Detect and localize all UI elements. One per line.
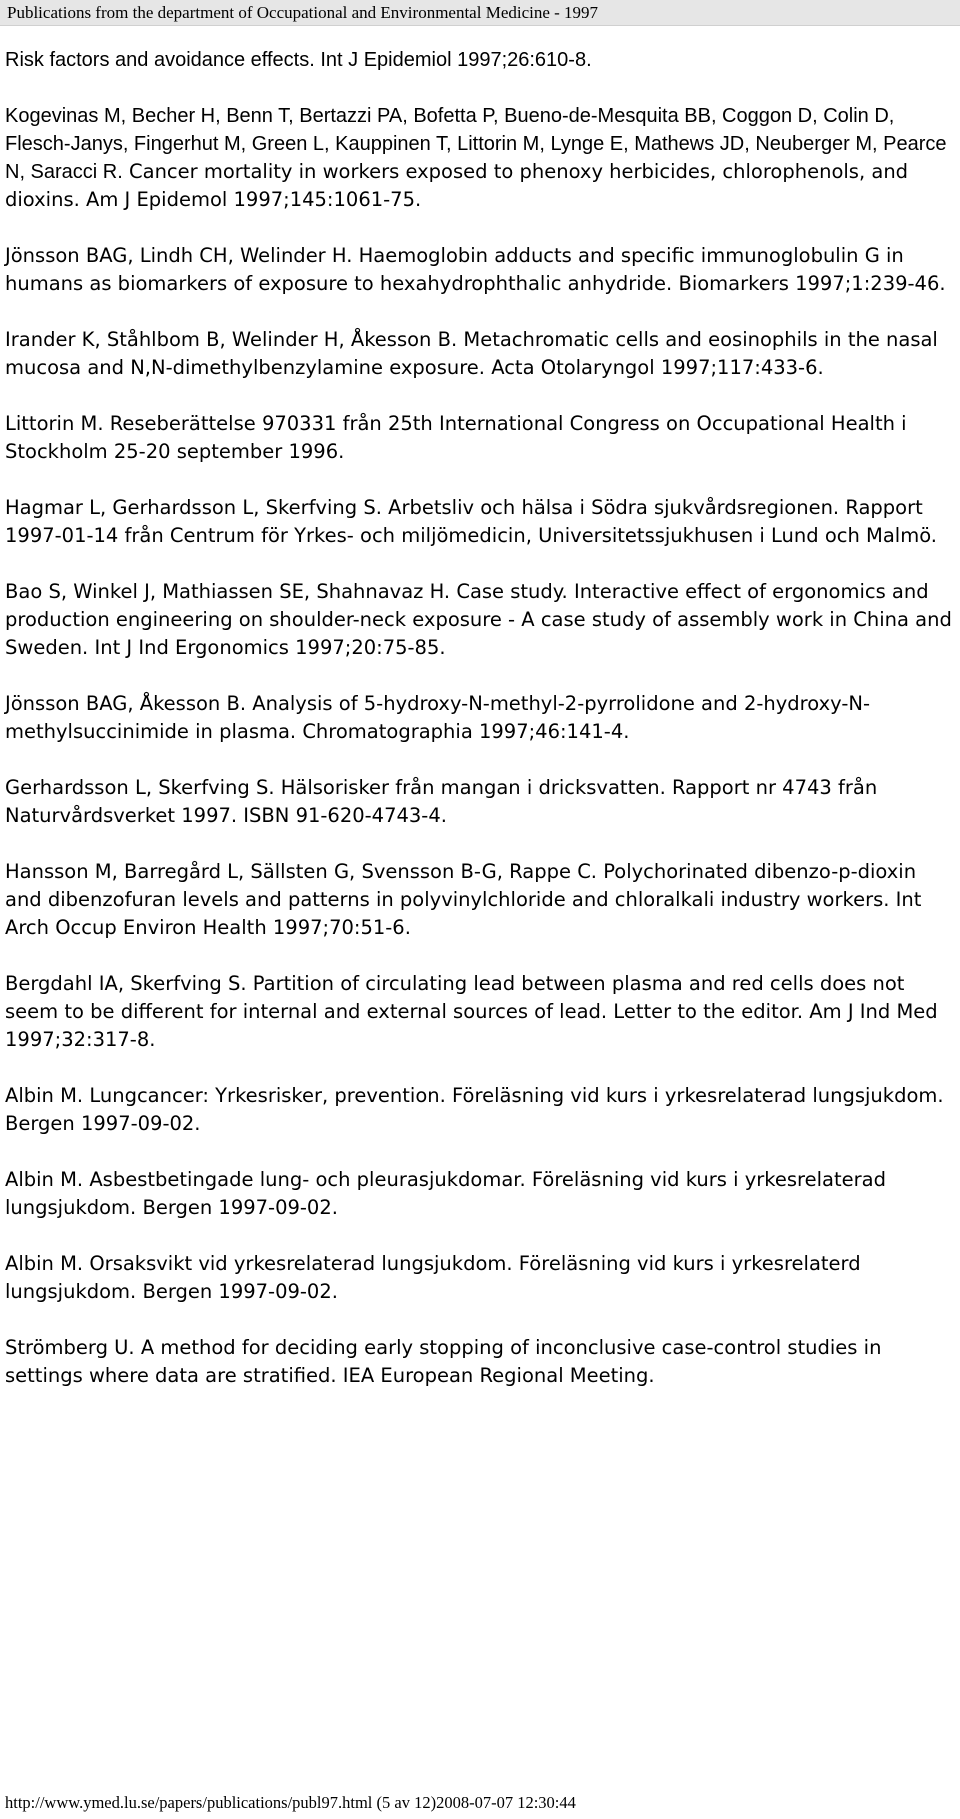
reference-item	[5, 578, 953, 662]
reference-text: Albin M. Asbestbetingade lung- och pleurasjukdomar. Föreläsning vid kurs i yrkesrelaterad lungsjukdom. Bergen 1997-09-02.	[5, 1168, 886, 1219]
reference-item	[5, 102, 953, 214]
page-footer	[5, 1793, 576, 1813]
reference-text: Strömberg U. A method for deciding early stopping of inconclusive case-control studies in settings where data are stratified. IEA European Regional Meeting.	[5, 1336, 882, 1387]
reference-text: Jönsson BAG, Åkesson B. Analysis of 5-hydroxy-N-methyl-2-pyrrolidone and 2-hydroxy-N-methylsuccinimide in plasma. Chromatographia 1997;46:141-4.	[5, 692, 870, 743]
reference-text: Littorin M. Reseberättelse 970331 från 25th International Congress on Occupational Health i Stockholm 25-20 september 1996.	[5, 412, 907, 463]
reference-text: Irander K, Ståhlbom B, Welinder H, Åkesson B. Metachromatic cells and eosinophils in the nasal mucosa and N,N-dimethylbenzylamine exposure. Acta Otolaryngol 1997;117:433-6.	[5, 328, 938, 379]
reference-text: Bergdahl IA, Skerfving S. Partition of circulating lead between plasma and red cells does not seem to be different for internal and external sources of lead. Letter to the editor. Am J Ind Med 1997;32:317-8.	[5, 972, 938, 1051]
reference-text: Risk factors and avoidance effects. Int J Epidemiol 1997;26:610-8.	[5, 49, 592, 71]
reference-item	[5, 970, 953, 1054]
reference-text: Albin M. Orsaksvikt vid yrkesrelaterad lungsjukdom. Föreläsning vid kurs i yrkesrelaterd lungsjukdom. Bergen 1997-09-02.	[5, 1252, 861, 1303]
reference-item	[5, 326, 953, 382]
reference-item	[5, 1082, 953, 1138]
reference-text: Albin M. Lungcancer: Yrkesrisker, prevention. Föreläsning vid kurs i yrkesrelaterad lungsjukdom. Bergen 1997-09-02.	[5, 1084, 944, 1135]
reference-item	[5, 494, 953, 550]
reference-list	[5, 46, 953, 1418]
reference-item	[5, 46, 953, 74]
reference-item	[5, 242, 953, 298]
reference-text: Hansson M, Barregård L, Sällsten G, Svensson B-G, Rappe C. Polychorinated dibenzo-p-dioxin and dibenzofuran levels and patterns in polyvinylchloride and chloralkali industry workers. Int Arch Occup Environ Health 1997;70:51-6.	[5, 860, 922, 939]
reference-item	[5, 774, 953, 830]
reference-text: Cancer mortality in workers exposed to phenoxy herbicides, chlorophenols, and dioxins. Am J Epidemol 1997;145:1061-75.	[5, 160, 909, 211]
page-header-title: Publications from the department of Occupational and Environmental Medicine - 1997	[7, 3, 599, 22]
reference-item	[5, 410, 953, 466]
reference-text: Hagmar L, Gerhardsson L, Skerfving S. Arbetsliv och hälsa i Södra sjukvårdsregionen. Rapport 1997-01-14 från Centrum för Yrkes- och miljömedicin, Universitetssjukhusen i Lund och Malmö.	[5, 496, 938, 547]
reference-item	[5, 690, 953, 746]
reference-item	[5, 1334, 953, 1390]
reference-text: Bao S, Winkel J, Mathiassen SE, Shahnavaz H. Case study. Interactive effect of ergonomics and production engineering on shoulder-neck exposure - A case study of assembly work in China and Sweden. Int J Ind Ergonomics 1997;20:75-85.	[5, 580, 952, 659]
page-header	[0, 0, 960, 26]
reference-lead: Kogevinas M, Becher H, Benn T, Bertazzi PA, Bofetta P, Bueno-de-Mesquita BB, Coggon D, Colin D, Flesch-Janys, Fingerhut M, Green L, Kauppinen T, Littorin M, Lynge E, Mathews JD, Neuberger M, Pearce N, Saracci R.	[5, 105, 947, 183]
reference-text: Jönsson BAG, Lindh CH, Welinder H. Haemoglobin adducts and specific immunoglobulin G in humans as biomarkers of exposure to hexahydrophthalic anhydride. Biomarkers 1997;1:239-46.	[5, 244, 946, 295]
reference-item	[5, 1250, 953, 1306]
reference-text: Gerhardsson L, Skerfving S. Hälsorisker från mangan i dricksvatten. Rapport nr 4743 från Naturvårdsverket 1997. ISBN 91-620-4743-4.	[5, 776, 878, 827]
page-footer-url: http://www.ymed.lu.se/papers/publications/publ97.html (5 av 12)2008-07-07 12:30:44	[5, 1793, 576, 1812]
reference-item	[5, 1166, 953, 1222]
reference-item	[5, 858, 953, 942]
